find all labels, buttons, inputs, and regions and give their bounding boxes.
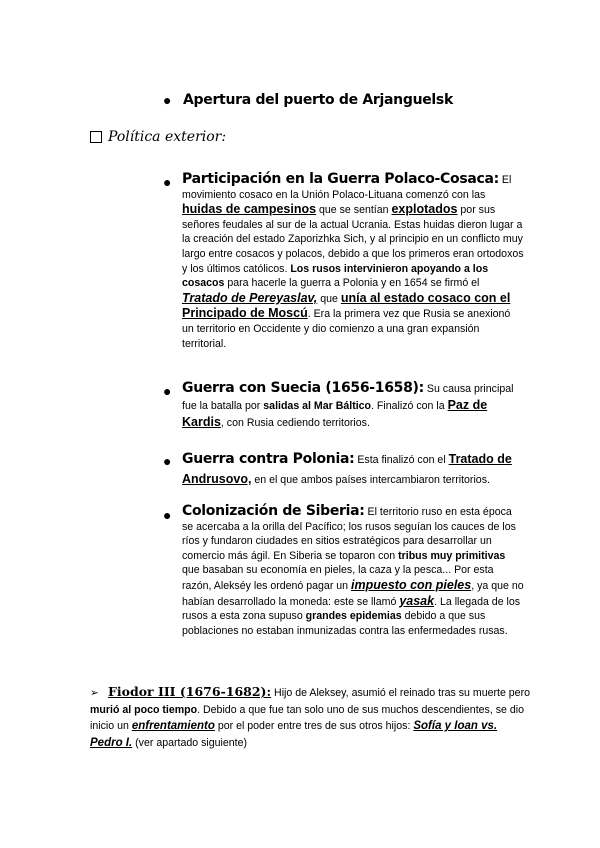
heading-politica-exterior: Política exterior: <box>108 129 227 145</box>
section-title: Fiodor III (1676-1682): <box>108 684 272 699</box>
heading-apertura: Apertura del puerto de Arjanguelsk <box>183 92 453 108</box>
section-title: Guerra con Suecia (1656-1658): <box>182 380 424 396</box>
paragraph-polonia: Guerra contra Polonia: Esta finalizó con el Tratado de Andrusovo, en el que ambos países intercambiaron territorios. <box>182 451 512 486</box>
bullet-icon: ● <box>163 383 172 399</box>
section-title: Colonización de Siberia: <box>182 503 365 519</box>
bullet-icon: ● <box>163 92 172 108</box>
section-title: Guerra contra Polonia: <box>182 451 355 467</box>
checkbox-icon <box>90 131 102 143</box>
paragraph-siberia: Colonización de Siberia: El territorio ruso en esta época se acercaba a la orilla del Pacífico; los rusos seguían los cauces de los ríos y fundaron ciudades en sitios estratégicos para desarrollar un comercio más ágil. En Siberia se toparon con tribus muy primitivas que basaban su economía en pieles, la caza y la pesca... Por esta razón, Alekséy les ordenó pagar un impuesto con pieles, ya que no habían desarrollado la moneda: este se llamó yasak. La llegada de los rusos a esta zona supuso grandes epidemias debido a que sus poblaciones no estaban inmunizadas contra las enfermedades rusas. <box>182 503 524 637</box>
paragraph-fiodor: ➢ Fiodor III (1676-1682): Hijo de Aleksey, asumió el reinado tras su muerte pero murió al poco tiempo. Debido a que fue tan solo uno de sus muchos descendientes, se dio inicio un enfrentamiento por el poder entre tres de sus otros hijos: Sofía y Ioan vs. Pedro I. (ver apartado siguiente) <box>90 684 530 749</box>
paragraph-suecia: Guerra con Suecia (1656-1658): Su causa principal fue la batalla por salidas al Mar Báltico. Finalizó con la Paz de Kardis, con Rusia cediendo territorios. <box>182 380 514 429</box>
bullet-icon: ● <box>163 507 172 523</box>
arrow-bullet-icon: ➢ <box>90 687 99 699</box>
bullet-icon: ● <box>163 453 172 469</box>
paragraph-polaco-cosaca: Participación en la Guerra Polaco-Cosaca: El movimiento cosaco en la Unión Polaco-Lituana comenzó con las huidas de campesinos que se sentían explotados por sus señores feudales al sur de la actual Ucrania. Estas huidas dieron lugar a la creación del estado Zaporizhka Sich, y al principio en un conflicto muy largo entre cosacos y polacos, debido a que los primeros eran ortodoxos y los últimos católicos. Los rusos intervinieron apoyando a los cosacos para hacerle la guerra a Polonia y en 1654 se firmó el Tratado de Pereyaslav, que unía al estado cosaco con el Principado de Moscú. Era la primera vez que Rusia se anexionó un territorio en Occidente y dio comienzo a una gran expansión territorial. <box>182 171 524 350</box>
section-title: Participación en la Guerra Polaco-Cosaca: <box>182 171 499 187</box>
bullet-icon: ● <box>163 174 172 190</box>
